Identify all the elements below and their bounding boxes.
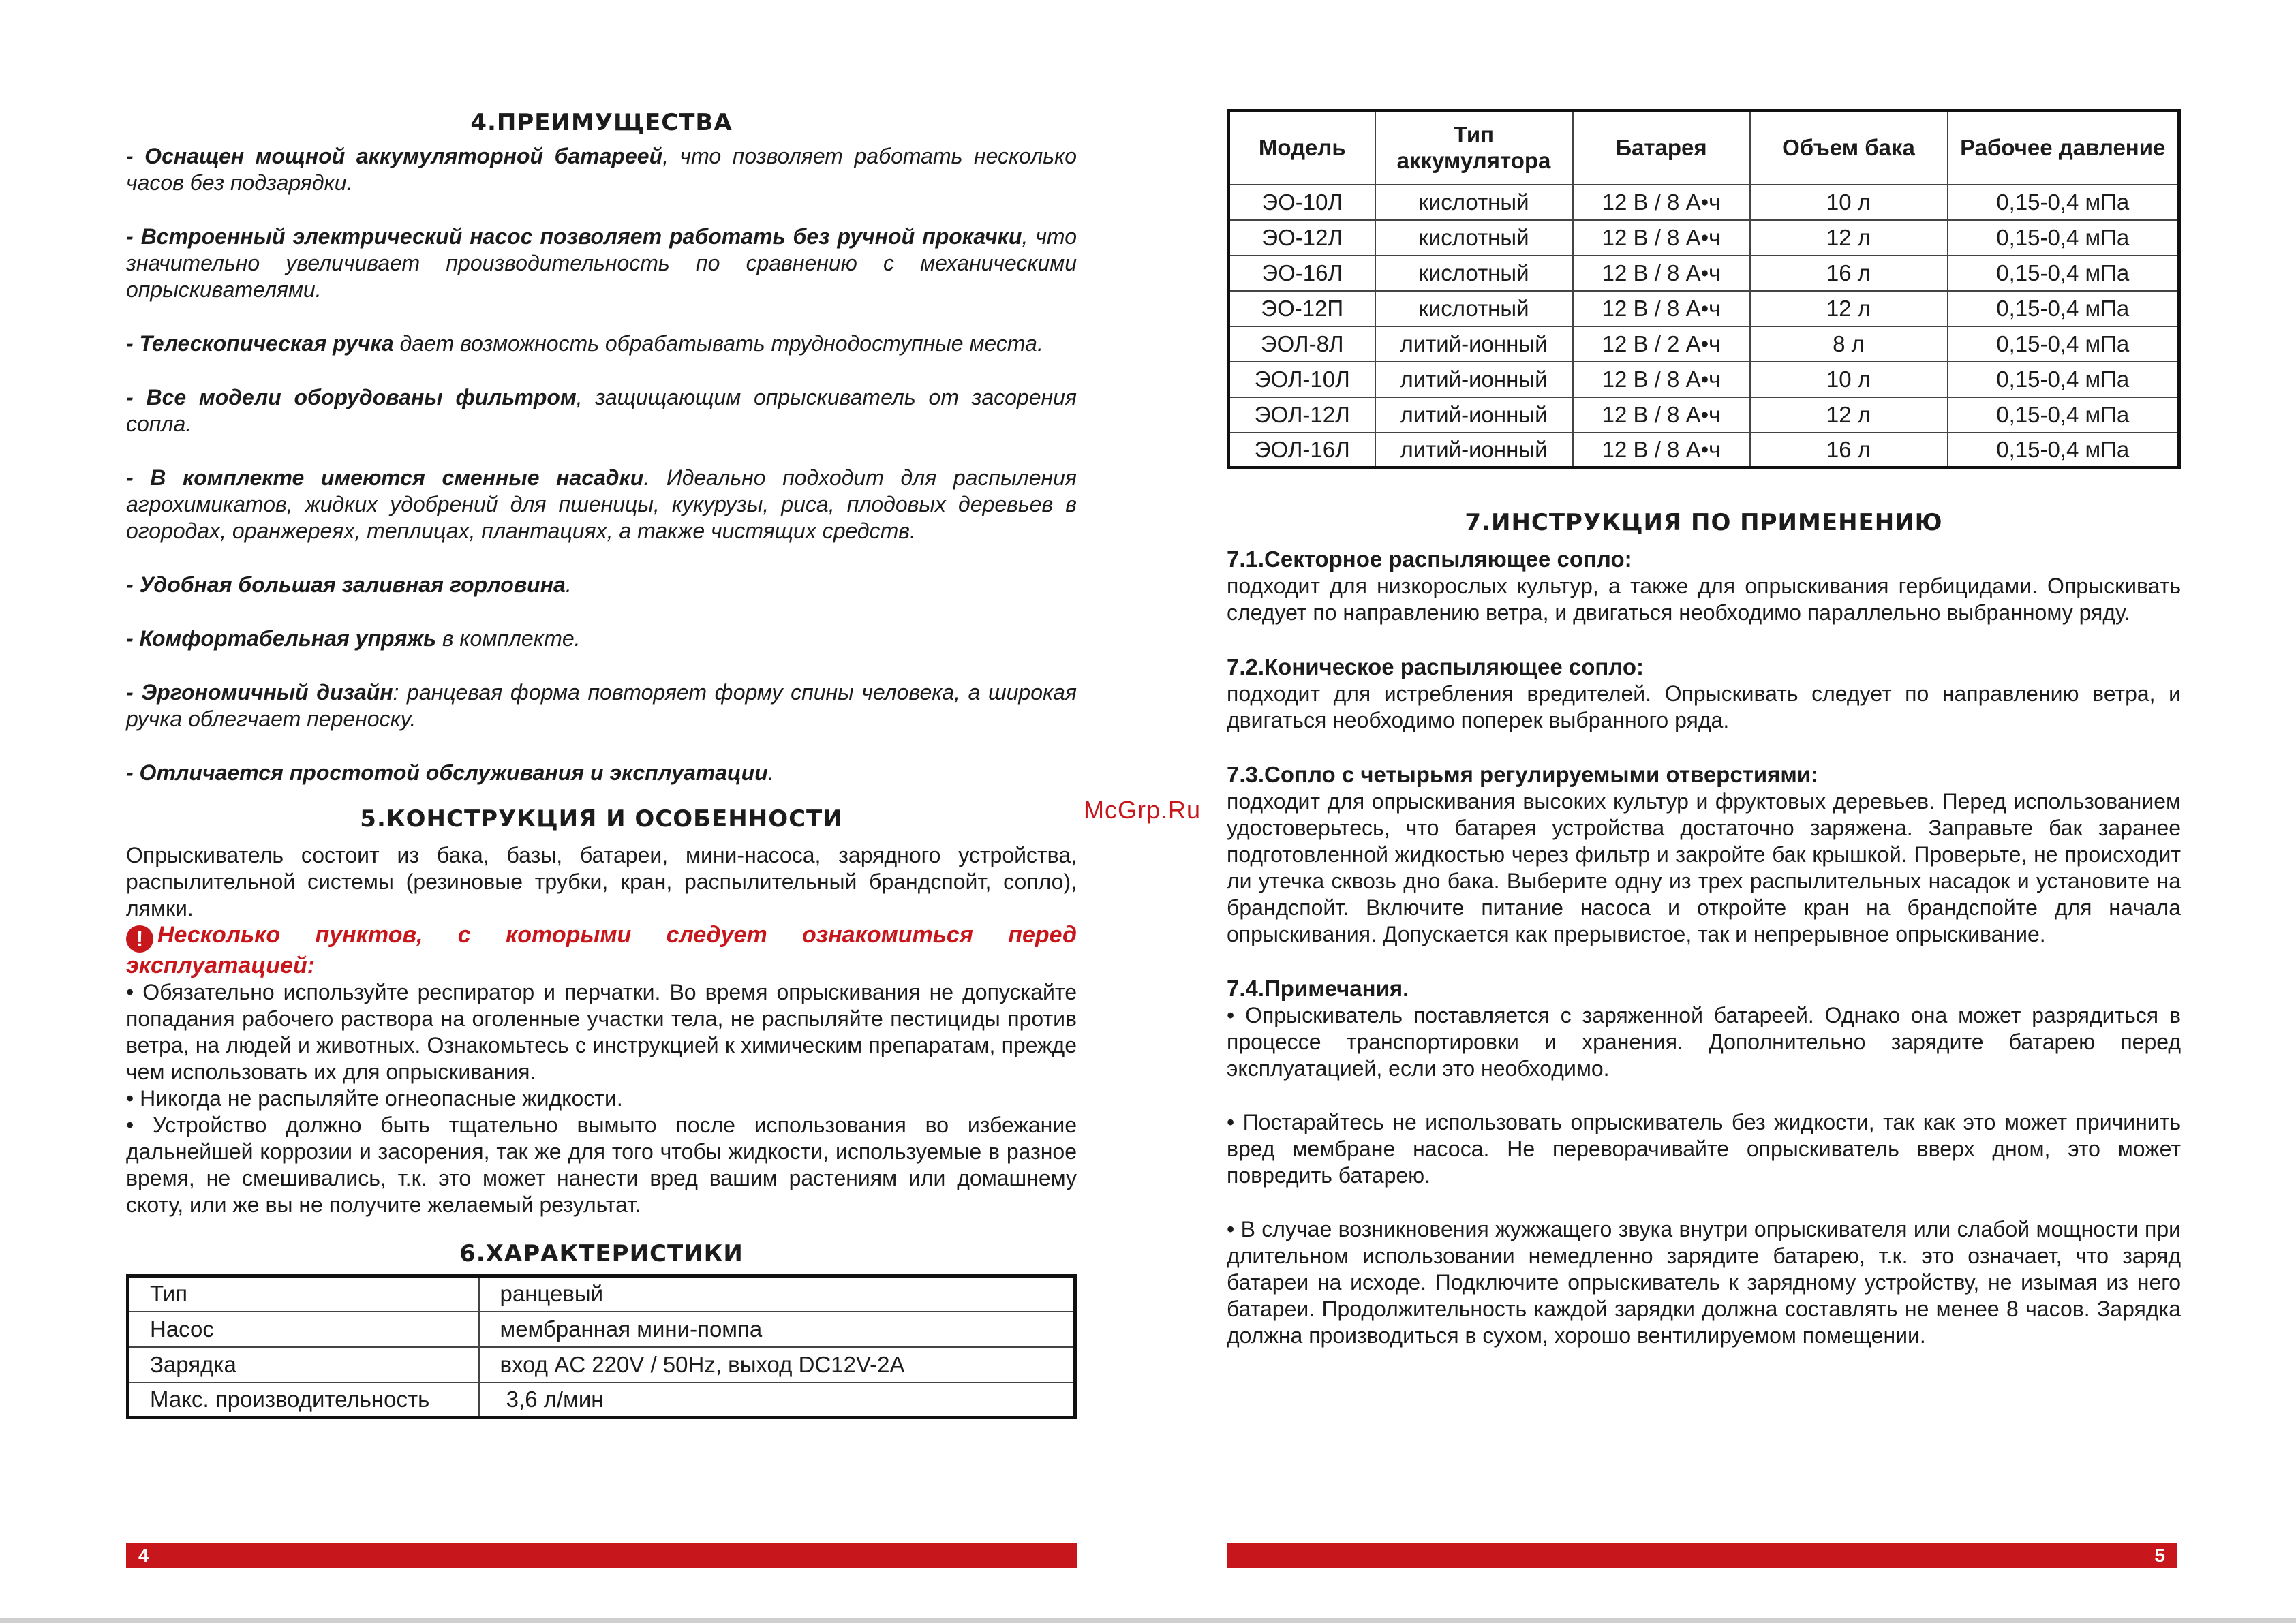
models-table <box>1227 109 2181 469</box>
advantage-text: . <box>565 572 572 597</box>
spec-value: 3,6 л/мин <box>479 1382 1075 1418</box>
table-header-row <box>1229 111 2179 185</box>
table-cell: ЭОЛ-16Л <box>1229 433 1375 468</box>
list-item <box>126 330 1077 357</box>
left-page <box>126 109 1077 1419</box>
table-cell: 0,15-0,4 мПа <box>1948 185 2179 220</box>
spec-value: мембранная мини-помпа <box>479 1312 1075 1347</box>
advantage-highlight: - Комфортабельная упряжь <box>126 626 436 651</box>
table-cell: 12 В / 8 А•ч <box>1573 256 1750 291</box>
subsection-7-2-title: 7.2.Коническое распыляющее сопло: <box>1227 654 1644 679</box>
page-number: 5 <box>2154 1545 2165 1566</box>
table-cell: 12 л <box>1750 397 1948 433</box>
footer-bar-left <box>126 1543 1077 1568</box>
list-item <box>126 572 1077 598</box>
column-header: Объем бака <box>1750 111 1948 185</box>
table-row <box>128 1347 1075 1382</box>
advantage-highlight: - Оснащен мощной аккумуляторной батареей <box>126 144 663 168</box>
table-cell: 12 л <box>1750 220 1948 256</box>
table-row <box>128 1276 1075 1312</box>
table-cell: 0,15-0,4 мПа <box>1948 220 2179 256</box>
list-item <box>126 465 1077 544</box>
footer-bar-right <box>1227 1543 2177 1568</box>
table-cell: кислотный <box>1375 256 1573 291</box>
safety-bullet: • Устройство должно быть тщательно вымыто после использования во избежание дальнейшей коррозии и засорения, так же для того чтобы жидкости, используемые в разное время, не смешивались, т.к. это может нанести вред вашим растениям или домашнему скоту, или же вы не получите желаемый результат. <box>126 1113 1077 1217</box>
section-5-title: 5.КОНСТРУКЦИЯ И ОСОБЕННОСТИ <box>360 805 843 833</box>
table-cell: 0,15-0,4 мПа <box>1948 326 2179 362</box>
table-cell: 0,15-0,4 мПа <box>1948 256 2179 291</box>
spec-value: вход AC 220V / 50Hz, выход DC12V-2A <box>479 1347 1075 1382</box>
spec-key: Зарядка <box>128 1347 479 1382</box>
table-cell: 0,15-0,4 мПа <box>1948 291 2179 326</box>
table-cell: 16 л <box>1750 256 1948 291</box>
right-page <box>1227 109 2181 1349</box>
subsection-7-3-text: подходит для опрыскивания высоких культур и фруктовых деревьев. Перед использованием удостоверьтесь, что батарея устройства достаточно заряжена. Заправьте бак заранее подготовленной жидкостью через фильтр и закройте бак крышкой. Проверьте, не происходит ли утечка сквозь дно бака. Выберите одну из трех распылительных насадок и установите на брандспойт. Включите питание насоса и откройте кран на брандспойте для начала опрыскивания. Допускается как прерывистое, так и непрерывное опрыскивание. <box>1227 789 2181 946</box>
column-header: Тип аккумулятора <box>1375 111 1573 185</box>
safety-bullet: • Никогда не распыляйте огнеопасные жидкости. <box>126 1086 623 1111</box>
table-row <box>1229 397 2179 433</box>
table-cell: 10 л <box>1750 362 1948 397</box>
list-item <box>126 384 1077 437</box>
table-cell: 0,15-0,4 мПа <box>1948 433 2179 468</box>
table-cell: ЭО-12П <box>1229 291 1375 326</box>
table-cell: литий-ионный <box>1375 397 1573 433</box>
page-number: 4 <box>138 1545 149 1566</box>
list-item <box>126 679 1077 732</box>
table-cell: 12 В / 8 А•ч <box>1573 362 1750 397</box>
subsection-7-3-title: 7.3.Сопло с четырьмя регулируемыми отверстиями: <box>1227 762 1819 787</box>
spec-key: Тип <box>128 1276 479 1312</box>
advantage-text: в комплекте. <box>435 626 581 651</box>
advantage-highlight: - Встроенный электрический насос позволяет работать без ручной прокачки <box>126 224 1022 249</box>
advantage-text: . <box>767 760 774 785</box>
section-7-title: 7.ИНСТРУКЦИЯ ПО ПРИМЕНЕНИЮ <box>1465 509 1943 536</box>
advantage-highlight: - В комплекте имеются сменные насадки <box>126 465 644 490</box>
bottom-divider <box>0 1618 2296 1623</box>
table-cell: ЭОЛ-12Л <box>1229 397 1375 433</box>
spec-value: ранцевый <box>479 1276 1075 1312</box>
table-row <box>1229 291 2179 326</box>
advantage-highlight: - Удобная большая заливная горловина <box>126 572 566 597</box>
table-cell: 8 л <box>1750 326 1948 362</box>
table-row <box>1229 326 2179 362</box>
list-item <box>126 223 1077 303</box>
table-cell: 12 В / 8 А•ч <box>1573 185 1750 220</box>
table-cell: литий-ионный <box>1375 362 1573 397</box>
list-item <box>126 760 1077 786</box>
note-item: • Опрыскиватель поставляется с заряженной батареей. Однако она может разрядиться в процессе транспортировки и хранения. Дополнительно зарядите батарею перед эксплуатацией, если это необходимо. <box>1227 1003 2181 1081</box>
section-4-title: 4.ПРЕИМУЩЕСТВА <box>470 109 733 136</box>
table-cell: кислотный <box>1375 220 1573 256</box>
advantage-text: , защищающим опрыскиватель от засорения сопла. <box>126 385 1077 436</box>
note-item: • Постарайтесь не использовать опрыскиватель без жидкости, так как это может причинить вред мембране насоса. Не переворачивайте опрыскиватель вверх дном, это может повредить батарею. <box>1227 1110 2181 1188</box>
warning-line <box>126 922 1077 979</box>
table-cell: 12 В / 8 А•ч <box>1573 220 1750 256</box>
subsection-7-4-title: 7.4.Примечания. <box>1227 976 1409 1001</box>
advantages-list <box>126 143 1077 786</box>
advantage-text: . Идеально подходит для распыления агрохимикатов, жидких удобрений для пшеницы, кукурузы, риса, плодовых деревьев в огородах, оранжереях, теплицах, плантациях, а также чистящих средств. <box>126 465 1077 543</box>
table-row <box>1229 362 2179 397</box>
safety-bullet: • Обязательно используйте респиратор и перчатки. Во время опрыскивания не допускайте попадания рабочего раствора на оголенные участки тела, не распыляйте пестициды против ветра, на людей и животных. Ознакомьтесь с инструкцией к химическим препаратам, прежде чем использовать их для опрыскивания. <box>126 980 1077 1084</box>
table-cell: 12 л <box>1750 291 1948 326</box>
subsection-7-1-text: подходит для низкорослых культур, а также для опрыскивания гербицидами. Опрыскивать следует по направлению ветра, и двигаться необходимо параллельно выбранному ряду. <box>1227 574 2181 625</box>
note-item: • В случае возникновения жужжащего звука внутри опрыскивателя или слабой мощности при длительном использовании немедленно зарядите батарею, т.к. это означает, что заряд батареи на исходе. Подключите опрыскиватель к зарядному устройству, не изымая из него батареи. Продолжительность каждой зарядки должна составлять не менее 8 часов. Зарядка должна производиться в сухом, хорошо вентилируемом помещении. <box>1227 1217 2181 1348</box>
table-cell: литий-ионный <box>1375 326 1573 362</box>
watermark-text: McGrp.Ru <box>1084 796 1201 824</box>
table-row <box>128 1312 1075 1347</box>
subsection-7-2-text: подходит для истребления вредителей. Опрыскивать следует по направлению ветра, и двигаться необходимо поперек выбранного ряда. <box>1227 681 2181 732</box>
table-cell: кислотный <box>1375 185 1573 220</box>
models-table-body <box>1229 185 2179 468</box>
table-row <box>1229 185 2179 220</box>
table-row <box>128 1382 1075 1418</box>
list-item <box>126 143 1077 196</box>
warning-text: Несколько пунктов, с которыми следует ознакомиться перед эксплуатацией: <box>126 922 1077 978</box>
advantage-highlight: - Телескопическая ручка <box>126 331 394 356</box>
advantage-text: : ранцевая форма повторяет форму спины человека, а широкая ручка облегчает переноску. <box>126 680 1077 731</box>
column-header: Рабочее давление <box>1948 111 2179 185</box>
construction-intro: Опрыскиватель состоит из бака, базы, батареи, мини-насоса, зарядного устройства, распылительной системы (резиновые трубки, кран, распылительный брандспойт, сопло), лямки. <box>126 843 1077 921</box>
table-cell: 12 В / 2 А•ч <box>1573 326 1750 362</box>
advantage-text: , что значительно увеличивает производительность по сравнению с механическими опрыскивателями. <box>126 224 1077 302</box>
exclamation-icon: ! <box>126 925 153 953</box>
table-cell: ЭОЛ-10Л <box>1229 362 1375 397</box>
table-cell: кислотный <box>1375 291 1573 326</box>
table-cell: 12 В / 8 А•ч <box>1573 291 1750 326</box>
table-cell: 12 В / 8 А•ч <box>1573 397 1750 433</box>
spec-key: Макс. производительность <box>128 1382 479 1418</box>
column-header: Батарея <box>1573 111 1750 185</box>
list-item <box>126 625 1077 652</box>
table-cell: ЭО-10Л <box>1229 185 1375 220</box>
section-6-title: 6.ХАРАКТЕРИСТИКИ <box>459 1240 744 1267</box>
table-row <box>1229 220 2179 256</box>
advantage-highlight: - Все модели оборудованы фильтром <box>126 385 577 409</box>
spec-key: Насос <box>128 1312 479 1347</box>
table-cell: 0,15-0,4 мПа <box>1948 362 2179 397</box>
table-cell: ЭО-12Л <box>1229 220 1375 256</box>
table-row <box>1229 433 2179 468</box>
table-cell: 0,15-0,4 мПа <box>1948 397 2179 433</box>
column-header: Модель <box>1229 111 1375 185</box>
subsection-7-1-title: 7.1.Секторное распыляющее сопло: <box>1227 546 1632 572</box>
table-cell: литий-ионный <box>1375 433 1573 468</box>
table-cell: ЭОЛ-8Л <box>1229 326 1375 362</box>
table-cell: ЭО-16Л <box>1229 256 1375 291</box>
advantage-highlight: - Отличается простотой обслуживания и эксплуатации <box>126 760 768 785</box>
table-cell: 12 В / 8 А•ч <box>1573 433 1750 468</box>
advantage-highlight: - Эргономичный дизайн <box>126 680 393 705</box>
advantage-text: дает возможность обрабатывать труднодоступные места. <box>393 331 1043 356</box>
table-row <box>1229 256 2179 291</box>
advantage-text: , что позволяет работать несколько часов без подзарядки. <box>126 144 1077 195</box>
table-cell: 10 л <box>1750 185 1948 220</box>
specs-table <box>126 1274 1077 1419</box>
table-cell: 16 л <box>1750 433 1948 468</box>
